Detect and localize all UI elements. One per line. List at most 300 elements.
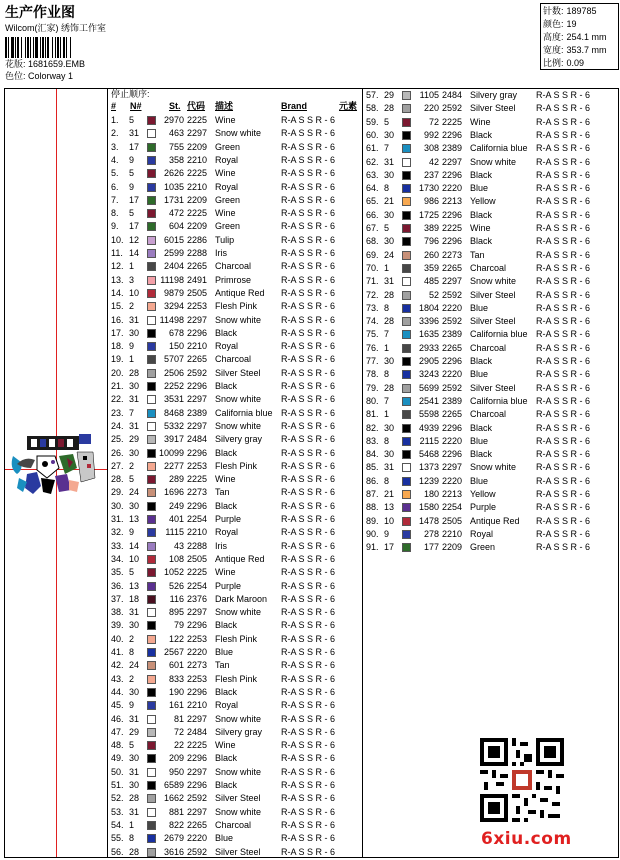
needle-number: 2 <box>129 673 135 684</box>
thread-description: Snow white <box>215 128 262 139</box>
stitch-count: 463 <box>168 128 184 139</box>
needle-number: 31 <box>129 713 140 724</box>
stitch-count: 249 <box>168 500 184 511</box>
thread-brand: R-A S S R - 6 <box>536 183 591 194</box>
stitch-count: 81 <box>173 713 184 724</box>
thread-brand: R-A S S R - 6 <box>281 168 336 179</box>
qr-code <box>480 738 564 822</box>
color-swatch <box>402 184 411 193</box>
needle-number: 31 <box>129 314 140 325</box>
color-swatch <box>147 661 156 670</box>
thread-brand: R-A S S R - 6 <box>536 462 591 473</box>
stop-row <box>366 182 611 195</box>
thread-code: 2210 <box>187 181 208 192</box>
stop-number: 16. <box>111 314 124 325</box>
needle-number: 8 <box>129 647 135 657</box>
stop-number: 65. <box>366 196 379 207</box>
stop-row <box>366 289 611 302</box>
needle-number: 17 <box>129 141 140 152</box>
thread-description: Snow white <box>215 713 262 724</box>
color-swatch <box>147 143 156 152</box>
stop-number: 9. <box>111 221 119 232</box>
stop-number: 7. <box>111 194 119 205</box>
stop-row <box>111 846 356 859</box>
needle-number: 5 <box>129 115 135 125</box>
needle-number: 18 <box>129 593 140 604</box>
thread-code: 2265 <box>442 262 463 273</box>
thread-brand: R-A S S R - 6 <box>281 141 336 152</box>
needle-number: 7 <box>129 407 135 418</box>
thread-description: Silver Steel <box>215 367 261 378</box>
stop-number: 45. <box>111 700 124 711</box>
needle-number: 13 <box>129 514 140 524</box>
color-swatch <box>402 144 411 153</box>
stop-row <box>111 260 356 273</box>
stop-row <box>111 274 356 287</box>
color-swatch <box>402 237 411 246</box>
stitch-count: 389 <box>423 223 439 233</box>
thread-brand: R-A S S R - 6 <box>281 753 336 764</box>
stop-number: 32. <box>111 527 124 538</box>
color-swatch <box>147 369 156 378</box>
thread-code: 2265 <box>442 409 463 420</box>
stitch-count: 1635 <box>418 329 439 340</box>
color-swatch <box>147 249 156 258</box>
thread-code: 2210 <box>187 154 208 165</box>
thread-code: 2225 <box>187 208 208 219</box>
thread-code: 2296 <box>187 780 208 790</box>
thread-code: 2296 <box>442 449 463 460</box>
thread-brand: R-A S S R - 6 <box>536 422 591 433</box>
needle-number: 30 <box>384 169 395 180</box>
stop-number: 82. <box>366 422 379 433</box>
stop-number: 44. <box>111 686 124 697</box>
stop-number: 21. <box>111 381 124 391</box>
stitch-count: 3917 <box>163 434 184 445</box>
stitch-count: 1373 <box>418 462 439 473</box>
stop-row <box>111 141 356 154</box>
thread-code: 2296 <box>187 381 208 391</box>
thread-code: 2376 <box>187 593 208 604</box>
thread-description: Yellow <box>470 489 496 499</box>
color-swatch <box>147 462 156 471</box>
stop-number: 74. <box>366 316 379 327</box>
thread-code: 2225 <box>187 740 208 751</box>
stitch-count: 308 <box>423 143 439 154</box>
stop-row <box>111 447 356 460</box>
thread-code: 2225 <box>187 474 208 485</box>
thread-description: Primrose <box>215 274 252 285</box>
thread-code: 2213 <box>442 196 463 207</box>
thread-code: 2225 <box>187 168 208 179</box>
stop-row <box>111 619 356 632</box>
thread-code: 2225 <box>187 115 208 125</box>
thread-brand: R-A S S R - 6 <box>281 686 336 697</box>
stop-number: 50. <box>111 766 124 777</box>
stop-number: 10. <box>111 234 124 245</box>
stop-row <box>366 142 611 155</box>
thread-description: Green <box>470 542 496 553</box>
color-swatch <box>402 277 411 286</box>
stop-row <box>111 181 356 194</box>
color-swatch <box>147 196 156 205</box>
stat-label: 颜色: <box>543 19 564 29</box>
stop-number: 38. <box>111 607 124 618</box>
needle-number: 1 <box>384 342 390 353</box>
thread-description: Black <box>215 327 238 338</box>
thread-brand: R-A S S R - 6 <box>536 409 591 420</box>
color-swatch <box>147 715 156 724</box>
stop-number: 27. <box>111 460 124 471</box>
stop-row <box>366 302 611 315</box>
color-swatch <box>147 222 156 231</box>
needle-number: 5 <box>129 208 135 219</box>
colorway: 色位: Colorway 1 <box>5 71 74 81</box>
thread-brand: R-A S S R - 6 <box>281 394 336 405</box>
thread-code: 2220 <box>187 647 208 657</box>
thread-description: Charcoal <box>215 354 252 365</box>
stat-row <box>543 18 616 31</box>
stop-number: 81. <box>366 409 379 420</box>
thread-description: Silver Steel <box>215 793 261 804</box>
color-swatch <box>402 463 411 472</box>
color-swatch <box>147 116 156 125</box>
stitch-count: 8468 <box>163 407 184 418</box>
stop-number: 33. <box>111 540 124 551</box>
stitch-count: 180 <box>423 489 439 499</box>
thread-brand: R-A S S R - 6 <box>281 367 336 378</box>
thread-code: 2296 <box>442 356 463 366</box>
thread-description: Royal <box>215 527 239 538</box>
stop-number: 4. <box>111 154 119 165</box>
color-swatch <box>402 344 411 353</box>
stop-row <box>111 566 356 579</box>
stitch-count: 42 <box>428 156 439 167</box>
thread-brand: R-A S S R - 6 <box>281 181 336 192</box>
needle-number: 31 <box>129 806 140 817</box>
thread-description: Wine <box>215 115 236 125</box>
needle-number: 1 <box>129 354 135 365</box>
thread-code: 2297 <box>442 156 463 167</box>
stop-row <box>366 315 611 328</box>
stop-row <box>111 673 356 686</box>
thread-description: Iris <box>215 540 227 551</box>
stitch-count: 755 <box>168 141 184 152</box>
color-swatch <box>147 808 156 817</box>
needle-number: 1 <box>129 261 135 272</box>
stop-number: 68. <box>366 236 379 247</box>
stitch-count: 72 <box>173 726 184 737</box>
stop-row <box>111 553 356 566</box>
needle-number: 29 <box>384 90 395 100</box>
color-swatch <box>147 262 156 271</box>
stop-number: 60. <box>366 129 379 140</box>
thread-code: 2210 <box>442 528 463 539</box>
needle-number: 9 <box>129 181 135 192</box>
stitch-count: 1239 <box>418 475 439 486</box>
stitch-count: 601 <box>168 660 184 671</box>
thread-code: 2273 <box>442 249 463 260</box>
stop-row <box>111 353 356 366</box>
stop-number: 85. <box>366 462 379 473</box>
stitch-count: 220 <box>423 103 439 114</box>
stop-row <box>111 154 356 167</box>
needle-number: 17 <box>129 221 140 232</box>
thread-code: 2484 <box>187 726 208 737</box>
stop-number: 75. <box>366 329 379 340</box>
thread-description: Wine <box>470 116 491 127</box>
needle-number: 30 <box>384 209 395 220</box>
needle-number: 29 <box>129 726 140 737</box>
thread-code: 2296 <box>187 447 208 458</box>
color-swatch <box>147 289 156 298</box>
thread-brand: R-A S S R - 6 <box>536 262 591 273</box>
needle-number: 9 <box>129 154 135 165</box>
color-swatch <box>147 422 156 431</box>
thread-description: California blue <box>470 329 528 340</box>
thread-brand: R-A S S R - 6 <box>281 527 336 538</box>
thread-description: Black <box>215 780 238 790</box>
needle-number: 5 <box>129 567 135 578</box>
thread-code: 2389 <box>442 143 463 154</box>
thread-code: 2253 <box>187 633 208 644</box>
stop-number: 3. <box>111 141 119 152</box>
thread-description: Blue <box>215 833 234 844</box>
thread-brand: R-A S S R - 6 <box>281 460 336 471</box>
stop-number: 28. <box>111 474 124 485</box>
stitch-count: 1804 <box>418 302 439 313</box>
stop-sequence-title: 停止顺序: <box>111 89 150 99</box>
stop-number: 66. <box>366 209 379 220</box>
needle-number: 2 <box>129 301 135 312</box>
stitch-count: 22 <box>173 740 184 751</box>
needle-number: 24 <box>129 660 140 671</box>
thread-code: 2220 <box>442 369 463 380</box>
needle-number: 3 <box>129 274 135 285</box>
thread-code: 2592 <box>442 103 463 114</box>
thread-code: 2296 <box>187 753 208 764</box>
stop-row <box>366 475 611 488</box>
thread-brand: R-A S S R - 6 <box>281 593 336 604</box>
thread-brand: R-A S S R - 6 <box>281 713 336 724</box>
needle-number: 28 <box>384 316 395 327</box>
stop-number: 78. <box>366 369 379 380</box>
thread-description: Purple <box>215 580 242 591</box>
stitch-count: 358 <box>168 154 184 165</box>
needle-number: 28 <box>129 846 140 857</box>
thread-description: Tan <box>215 487 230 498</box>
needle-number: 30 <box>129 327 140 338</box>
thread-description: Dark Maroon <box>215 593 268 604</box>
stitch-count: 895 <box>168 607 184 618</box>
color-swatch <box>402 490 411 499</box>
thread-code: 2265 <box>187 819 208 830</box>
color-swatch <box>147 728 156 737</box>
thread-code: 2254 <box>187 514 208 524</box>
thread-brand: R-A S S R - 6 <box>536 156 591 167</box>
thread-description: Snow white <box>470 276 517 287</box>
needle-number: 1 <box>384 262 390 273</box>
thread-description: Black <box>470 209 493 220</box>
stitch-count: 1730 <box>418 183 439 194</box>
stop-row <box>366 156 611 169</box>
thread-description: Charcoal <box>215 261 252 272</box>
color-swatch <box>147 582 156 591</box>
stop-row <box>366 541 611 554</box>
color-swatch <box>402 251 411 260</box>
needle-number: 24 <box>129 487 140 498</box>
needle-number: 5 <box>129 168 135 179</box>
thread-brand: R-A S S R - 6 <box>536 90 591 100</box>
thread-brand: R-A S S R - 6 <box>536 502 591 513</box>
thread-brand: R-A S S R - 6 <box>281 660 336 671</box>
thread-brand: R-A S S R - 6 <box>281 434 336 445</box>
color-swatch <box>402 424 411 433</box>
thread-code: 2484 <box>187 434 208 445</box>
stat-value: 254.1 mm <box>566 32 607 42</box>
stop-number: 47. <box>111 726 124 737</box>
color-swatch <box>147 608 156 617</box>
thread-description: Wine <box>215 474 236 485</box>
color-swatch <box>147 555 156 564</box>
page-title: 生产作业图 <box>5 4 75 20</box>
thread-brand: R-A S S R - 6 <box>536 103 591 114</box>
thread-brand: R-A S S R - 6 <box>281 500 336 511</box>
stitch-count: 52 <box>428 289 439 300</box>
stitch-count: 209 <box>168 753 184 764</box>
stitch-count: 237 <box>423 169 439 180</box>
stop-number: 6. <box>111 181 119 192</box>
thread-brand: R-A S S R - 6 <box>281 607 336 618</box>
stop-number: 13. <box>111 274 124 285</box>
stitch-count: 190 <box>168 686 184 697</box>
thread-description: Tan <box>215 660 230 671</box>
thread-brand: R-A S S R - 6 <box>281 407 336 418</box>
color-swatch <box>147 688 156 697</box>
color-swatch <box>402 264 411 273</box>
needle-number: 5 <box>384 223 390 233</box>
thread-brand: R-A S S R - 6 <box>536 302 591 313</box>
stop-number: 64. <box>366 183 379 194</box>
thread-code: 2220 <box>442 302 463 313</box>
stop-row <box>366 461 611 474</box>
thread-code: 2505 <box>187 553 208 564</box>
stop-number: 89. <box>366 515 379 526</box>
needle-number: 10 <box>129 287 140 298</box>
stitch-count: 1725 <box>418 209 439 220</box>
column-header-needle: N# <box>130 101 142 111</box>
stop-row <box>111 287 356 300</box>
divider-columns <box>362 88 363 858</box>
thread-description: Wine <box>215 567 236 578</box>
stop-row <box>366 448 611 461</box>
stat-label: 高度: <box>543 32 564 42</box>
thread-code: 2505 <box>187 287 208 298</box>
thread-brand: R-A S S R - 6 <box>281 514 336 524</box>
stop-row <box>111 393 356 406</box>
thread-code: 2297 <box>187 806 208 817</box>
stop-row <box>366 422 611 435</box>
thread-brand: R-A S S R - 6 <box>536 143 591 154</box>
stitch-count: 1052 <box>163 567 184 578</box>
barcode <box>5 37 115 58</box>
stitch-count: 3531 <box>163 394 184 405</box>
stop-row <box>366 169 611 182</box>
thread-description: Antique Red <box>215 287 265 298</box>
stop-row <box>366 249 611 262</box>
stop-row <box>111 433 356 446</box>
thread-description: Royal <box>215 181 239 192</box>
thread-brand: R-A S S R - 6 <box>281 740 336 751</box>
thread-code: 2265 <box>187 354 208 365</box>
color-swatch <box>402 410 411 419</box>
column-header-st: St. <box>169 101 181 111</box>
needle-number: 8 <box>384 302 390 313</box>
color-swatch <box>147 635 156 644</box>
stop-number: 30. <box>111 500 124 511</box>
thread-description: Green <box>215 221 241 232</box>
thread-brand: R-A S S R - 6 <box>281 647 336 657</box>
thread-code: 2225 <box>442 116 463 127</box>
thread-brand: R-A S S R - 6 <box>536 528 591 539</box>
needle-number: 30 <box>384 449 395 460</box>
color-swatch <box>402 330 411 339</box>
stitch-count: 6589 <box>163 780 184 790</box>
thread-description: Charcoal <box>470 409 507 420</box>
stitch-count: 9879 <box>163 287 184 298</box>
thread-code: 2213 <box>442 489 463 499</box>
stop-number: 61. <box>366 143 379 154</box>
needle-number: 28 <box>129 793 140 804</box>
thread-description: Silver Steel <box>470 289 516 300</box>
stitch-count: 472 <box>168 208 184 219</box>
thread-description: Yellow <box>470 196 496 207</box>
stitch-count: 2404 <box>163 261 184 272</box>
thread-brand: R-A S S R - 6 <box>281 633 336 644</box>
thread-brand: R-A S S R - 6 <box>536 435 591 446</box>
stitch-count: 359 <box>423 262 439 273</box>
needle-number: 2 <box>129 633 135 644</box>
thread-description: Snow white <box>215 314 262 325</box>
stitch-count: 4939 <box>418 422 439 433</box>
column-header-desc: 描述 <box>215 101 234 111</box>
color-swatch <box>147 435 156 444</box>
thread-code: 2592 <box>442 382 463 393</box>
needle-number: 28 <box>129 367 140 378</box>
thread-description: Snow white <box>215 766 262 777</box>
stop-row <box>111 699 356 712</box>
stitch-count: 10099 <box>158 447 184 458</box>
stop-number: 18. <box>111 341 124 352</box>
stitch-count: 150 <box>168 341 184 352</box>
thread-brand: R-A S S R - 6 <box>536 196 591 207</box>
thread-code: 2254 <box>187 580 208 591</box>
stitch-count: 3294 <box>163 301 184 312</box>
stop-number: 79. <box>366 382 379 393</box>
header-info <box>5 3 535 87</box>
thread-brand: R-A S S R - 6 <box>281 261 336 272</box>
stitch-count: 79 <box>173 620 184 631</box>
stitch-count: 11498 <box>159 314 184 325</box>
stop-number: 62. <box>366 156 379 167</box>
stop-number: 24. <box>111 420 124 431</box>
thread-description: Flesh Pink <box>215 673 258 684</box>
thread-description: California blue <box>470 395 528 406</box>
needle-number: 30 <box>384 422 395 433</box>
stop-number: 31. <box>111 514 124 524</box>
thread-code: 2209 <box>187 221 208 232</box>
stitch-count: 161 <box>168 700 184 711</box>
